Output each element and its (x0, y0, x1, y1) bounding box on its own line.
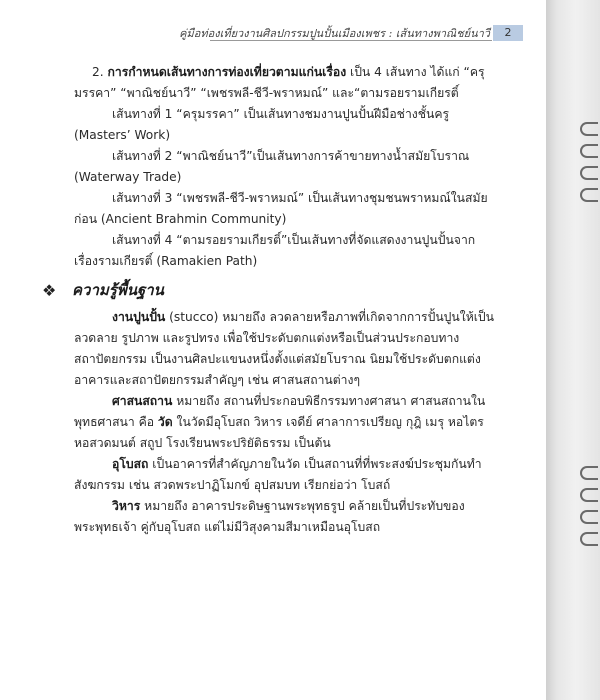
section-heading (42, 280, 494, 301)
route-2: เส้นทางที่ 2 “พาณิชย์นาวี”เป็นเส้นทางการค้าขายทางน้ำสมัยโบราณ (Waterway Trade) (74, 149, 470, 184)
intro-heading: การกำหนดเส้นทางการท่องเที่ยวตามแก่นเรื่อง (107, 65, 347, 79)
text-stucco: (stucco) หมายถึง ลวดลายหรือภาพที่เกิดจากการปั้นปูนให้เป็นลวดลาย รูปภาพ และรูปทรง เพื่อใช้ประดับตกแต่งหรือเป็นส่วนประกอบทางสถาปัตยกรรม เป็นงานศิลปะแขนงหนึ่งตั้งแต่สมัยโบราณ นิยมใช้ประดับตกแต่งอาคารและสถาปัตยกรรมสำคัญๆ เช่น ศาสนสถานต่างๆ (74, 310, 494, 387)
definition-stucco (74, 307, 494, 391)
term-religious-place: ศาสนสถาน (112, 394, 173, 408)
binding-ring (580, 144, 598, 158)
binding-ring (580, 122, 598, 136)
definition-religious-place (74, 391, 494, 454)
body-text (42, 62, 494, 538)
text-religious-place-b: ในวัดมีอุโบสถ วิหาร เจดีย์ ศาลาการเปรียญ กุฎิ เมรุ หอไตร หอสวดมนต์ สถูป โรงเรียนพระปริยัติธรรม เป็นต้น (74, 415, 484, 450)
running-header: คู่มือท่องเที่ยวงานศิลปกรรมปูนปั้นเมืองเพชร : เส้นทางพาณิชย์นาวี (179, 27, 490, 40)
section-title: ความรู้พื้นฐาน (72, 281, 164, 299)
term-wat: วัด (157, 415, 173, 429)
page-number: 2 (493, 25, 523, 41)
binding-ring (580, 188, 598, 202)
binding-ring (580, 510, 598, 524)
binding-ring (580, 532, 598, 546)
diamond-bullet-icon: ❖ (42, 281, 57, 300)
term-stucco: งานปูนปั้น (112, 310, 166, 324)
definition-vihara (74, 496, 494, 538)
binding-ring (580, 466, 598, 480)
text-ubosot: เป็นอาคารที่สำคัญภายในวัด เป็นสถานที่ที่พระสงฆ์ประชุมกันทำสังฆกรรม เช่น สวดพระปาฏิโมกข์ อุปสมบท เรียกย่อว่า โบสถ์ (74, 457, 482, 492)
binding-ring (580, 166, 598, 180)
header-rule (210, 40, 492, 41)
route-3: เส้นทางที่ 3 “เพชรพลี-ชีวี-พราหมณ์” เป็นเส้นทางชุมชนพราหมณ์ในสมัยก่อน (Ancient Brahmin Community) (74, 191, 488, 226)
text-vihara: หมายถึง อาคารประดิษฐานพระพุทธรูป คล้ายเป็นที่ประทับของพระพุทธเจ้า คู่กับอุโบสถ แต่ไม่มีวิสุงคามสีมาเหมือนอุโบสถ (74, 499, 465, 534)
text-religious-place-a: หมายถึง สถานที่ประกอบพิธีกรรมทางศาสนา ศาสนสถานในพุทธศาสนา คือ (74, 394, 486, 429)
binding-ring (580, 488, 598, 502)
route-4: เส้นทางที่ 4 “ตามรอยรามเกียรติ์”เป็นเส้นทางที่จัดแสดงงานปูนปั้นจากเรื่องรามเกียรติ์ (Ramakien Path) (74, 233, 476, 268)
definition-ubosot (74, 454, 494, 496)
route-1: เส้นทางที่ 1 “ครุมรรคา” เป็นเส้นทางชมงานปูนปั้นฝีมือช่างชั้นครู (Masters’ Work) (74, 107, 450, 142)
intro-text: เป็น 4 เส้นทาง ได้แก่ “ครุมรรคา” “พาณิชย์นาวี” “เพชรพลี-ชีวี-พราหมณ์” และ“ตามรอยรามเกียรติ์ (74, 65, 485, 100)
term-ubosot: อุโบสถ (112, 457, 149, 471)
intro-number: 2. (92, 65, 104, 79)
routes-intro (74, 62, 494, 104)
spiral-binding (546, 0, 600, 700)
term-vihara: วิหาร (112, 499, 141, 513)
